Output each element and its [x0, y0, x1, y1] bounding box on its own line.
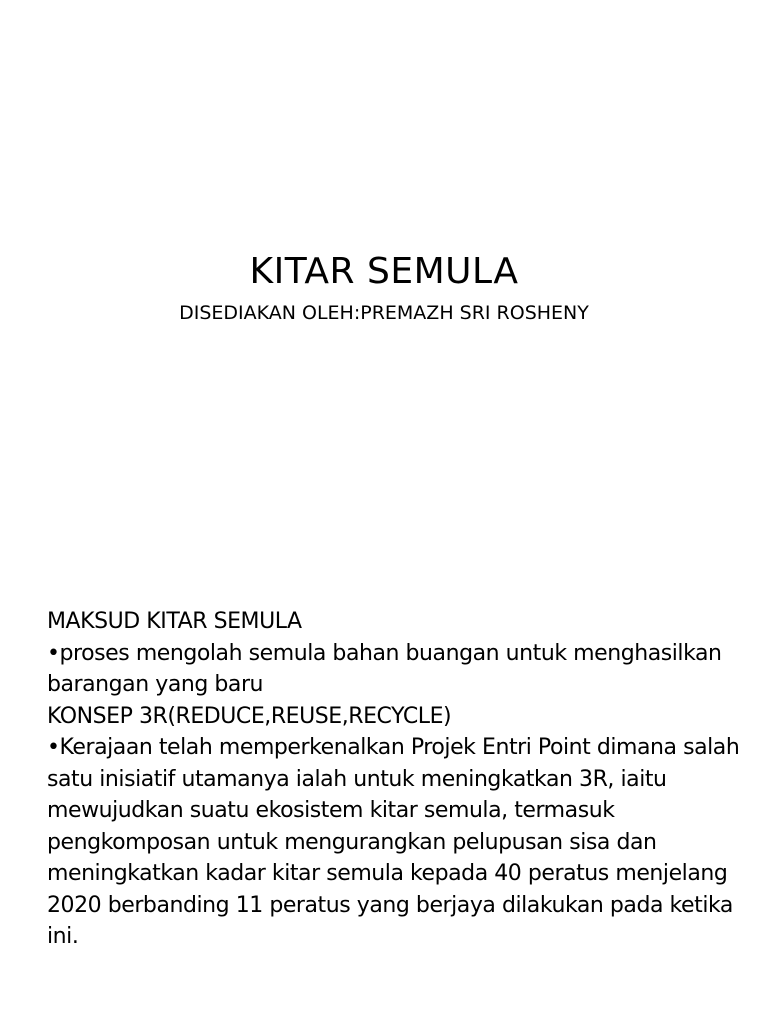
content-slide	[0, 576, 768, 1024]
bullet-meaning: •proses mengolah semula bahan buangan untuk menghasilkan barangan yang baru	[47, 640, 722, 697]
section-heading-3r: KONSEP 3R(REDUCE,REUSE,RECYCLE)	[47, 703, 452, 729]
slide-title: KITAR SEMULA	[249, 251, 519, 292]
slide-body	[47, 606, 747, 953]
bullet-3r: •Kerajaan telah memperkenalkan Projek Entri Point dimana salah satu inisiatif utamanya ialah untuk meningkatkan 3R, iaitu mewujudkan suatu ekosistem kitar semula, termasuk pengkomposan untuk mengurangkan pelupusan sisa dan meningkatkan kadar kitar semula kepada 40 peratus menjelang 2020 berbanding 11 peratus yang berjaya dilakukan pada ketika ini.	[47, 735, 740, 949]
section-heading-meaning: MAKSUD KITAR SEMULA	[47, 609, 302, 634]
slide-subtitle: DISEDIAKAN OLEH:PREMAZH SRI ROSHENY	[179, 302, 589, 324]
